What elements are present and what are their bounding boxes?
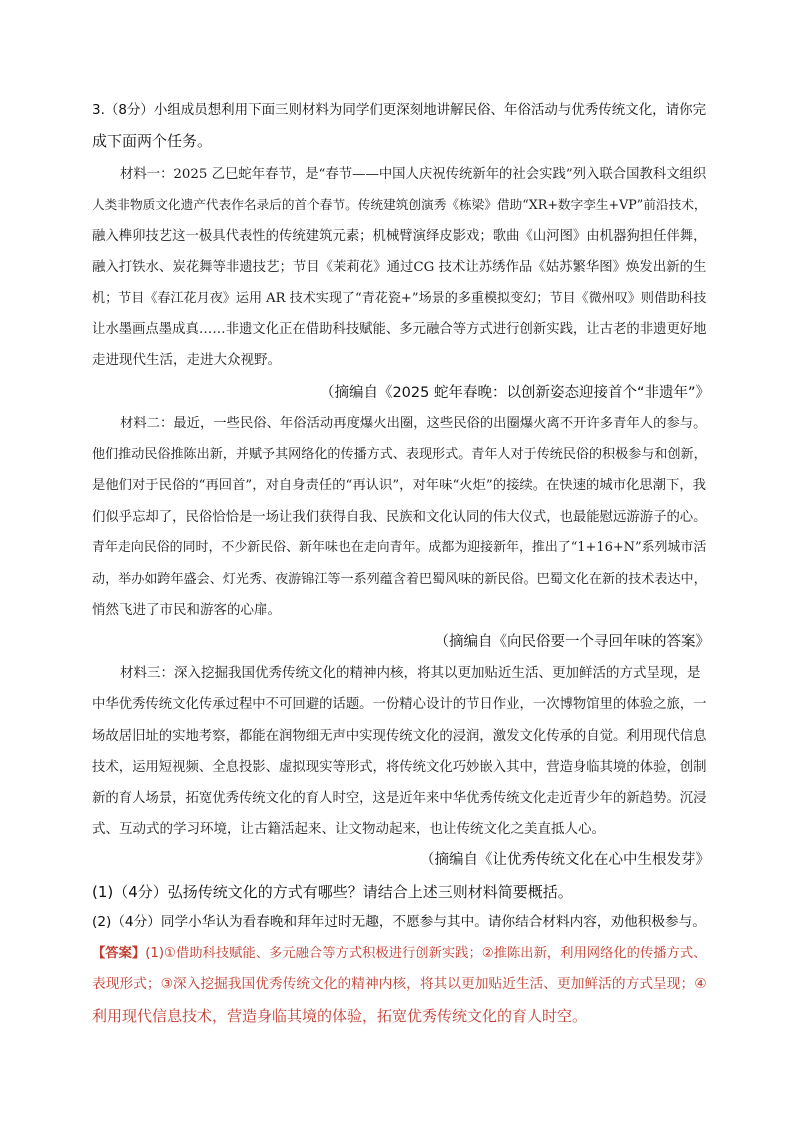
material-3-line: 中华优秀传统文化传承过程中不可回避的话题。一份精心设计的节日作业，一次博物馆里的体验之旅，一 [92, 697, 707, 712]
answer-label: 【答案】 [92, 946, 146, 961]
material-1-line: 走进现代生活，走进大众视野。 [92, 352, 281, 368]
material-1-line: 机；节目《春江花月夜》运用 AR 技术实现了“青花瓷+”场景的多重模拟变幻；节目《微州叹》则借助科技 [92, 291, 707, 306]
material-2-line: 材料二：最近，一些民俗、年俗活动再度爆火出圈，这些民俗的出圈爆火离不开许多青年人的参与。 [120, 416, 707, 431]
material-3-line: 技术，运用短视频、全息投影、虚拟现实等形式，将传统文化巧妙嵌入其中，营造身临其境的体验，创制 [92, 760, 707, 775]
material-2-line: 们似乎忘却了，民俗恰恰是一场让我们获得自我、民族和文化认同的伟大仪式，也最能慰远游游子的心。 [92, 510, 707, 525]
material-1-line: 材料一：2025 乙巳蛇年春节，是“春节——中国人庆祝传统新年的社会实践”列入联合国教科文组织 [120, 167, 707, 182]
material-1-line: 让水墨画点墨成真……非遗文化正在借助科技赋能、多元融合等方式进行创新实践，让古老的非遗更好地 [92, 322, 707, 337]
material-2-source: （摘编自《向民俗要一个寻回年味的答案》 [434, 634, 710, 650]
answer-line-1 [92, 947, 706, 960]
material-2-line: 他们推动民俗推陈出新，并赋予其网络化的传播方式、表现形式。青年人对于传统民俗的积极参与和创新， [92, 447, 707, 462]
material-3-line: 新的育人场景，拓宽优秀传统文化的育人时空，这是近年来中华优秀传统文化走近青少年的新趋势。沉浸 [92, 791, 707, 806]
material-1-line: 融入榫卯技艺这一极具代表性的传统建筑元素；机械臂演绎皮影戏；歌曲《山河图》由机器狗担任伴舞， [92, 229, 707, 244]
question-stem-line-1: 3.（8分）小组成员想利用下面三则材料为同学们更深刻地讲解民俗、年俗活动与优秀传统文化，请你完 [92, 102, 707, 118]
material-3-line: 材料三：深入挖掘我国优秀传统文化的精神内核，将其以更加贴近生活、更加鲜活的方式呈现，是 [120, 665, 701, 681]
material-2-line: 动，举办如跨年盛会、灯光秀、夜游锦江等一系列蕴含着巴蜀风味的新民俗。巴蜀文化在新的技术表达中， [92, 572, 707, 587]
answer-line-2: 表现形式；③深入挖掘我国优秀传统文化的精神内核，将其以更加贴近生活、更加鲜活的方式呈现；④ [92, 976, 707, 992]
material-3-line: 式、互动式的学习环境，让古籍活起来、让文物动起来，也让传统文化之美直抵人心。 [92, 821, 605, 837]
material-2-line: 青年走向民俗的同时，不少新民俗、新年味也在走向青年。成都为迎接新年，推出了“1+16+N”系列城市活 [92, 540, 707, 555]
task-2: (2)（4分）同学小华认为看春晚和拜年过时无趣，不愿参与其中。请你结合材料内容，劝他积极参与。 [92, 914, 706, 930]
material-2-line: 是他们对于民俗的“再回首”，对自身责任的“再认识”，对年味“火炬”的接续。在快速的城市化思潮下，我 [92, 478, 706, 493]
material-3-line: 场故居旧址的实地考察，都能在润物细无声中实现传统文化的浸润，激发文化传承的自觉。利用现代信息 [92, 729, 707, 744]
answer-text: (1)①借助科技赋能、多元融合等方式积极进行创新实践；②推陈出新，利用网络化的传播方式、 [145, 946, 707, 961]
task-1: (1)（4分）弘扬传统文化的方式有哪些？请结合上述三则材料简要概括。 [92, 883, 573, 901]
material-2-line: 悄然飞进了市民和游客的心扉。 [92, 602, 281, 618]
material-1-source: （摘编自《2025 蛇年春晚：以创新姿态迎接首个“非遗年”》 [319, 385, 710, 401]
material-1-line: 融入打铁水、炭花舞等非遗技艺；节目《茉莉花》通过CG 技术让苏绣作品《姑苏繁华图》焕发出新的生 [92, 260, 707, 275]
answer-line-3: 利用现代信息技术，营造身临其境的体验，拓宽优秀传统文化的育人时空。 [92, 1007, 588, 1025]
material-1-line: 人类非物质文化遗产代表作名录后的首个春节。传统建筑创演秀《栋梁》借助“XR+数字孪生+VP”前沿技术， [92, 197, 707, 212]
material-3-source: （摘编自《让优秀传统文化在心中生根发芽》 [420, 852, 710, 868]
question-stem-line-2: 成下面两个任务。 [92, 132, 213, 150]
